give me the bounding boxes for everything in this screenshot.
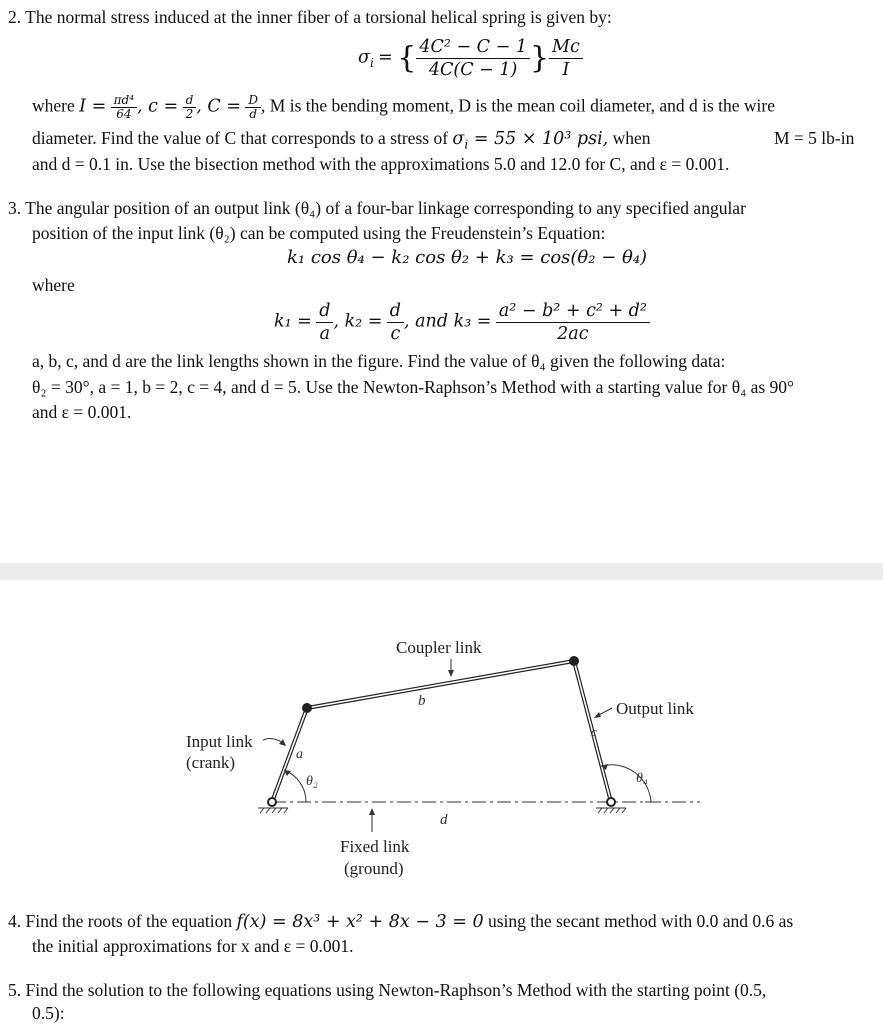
k3-fraction <box>496 300 650 345</box>
left-ground-hatch <box>258 808 288 813</box>
when-word: when <box>612 128 651 148</box>
problem-4-intro: 4. Find the roots of the equation <box>8 911 233 931</box>
freudenstein-equation: k₁ cos θ₄ − k₂ cos θ₂ + k₃ = cos(θ₂ − θ₄) <box>287 247 648 268</box>
sigma-symbol: σ <box>358 47 370 68</box>
a-label: a <box>296 747 303 762</box>
problem-3-line-4: θ₂ = 30°, a = 1, b = 2, c = 4, and d = 5. Use the Newton-Raphson’s Method with a starting value for θ₄ as 90° <box>32 377 795 397</box>
problem-4-method: using the secant method with 0.0 and 0.6 as <box>487 911 794 931</box>
where-label: where <box>32 275 75 295</box>
problem-5-line-2: 0.5): <box>32 1003 65 1023</box>
i-fraction <box>111 94 137 121</box>
joint-bc <box>569 656 579 666</box>
stress-fraction <box>416 36 530 81</box>
i-denominator: I <box>562 60 570 80</box>
big-c-fraction <box>245 94 261 121</box>
c-fraction <box>183 94 197 121</box>
c-den: 2 <box>185 107 194 121</box>
stress-denominator: 4C(C − 1) <box>428 60 518 80</box>
k2-den: c <box>390 324 401 344</box>
problem-5-statement: 5. Find the solution to the following equations using Newton-Raphson’s Method with the starting point (0.5, <box>8 980 767 1000</box>
input-link-label: Input link <box>186 732 253 751</box>
i-definition: I = <box>79 96 107 117</box>
c-num: d <box>183 94 197 108</box>
definitions-rest: , M is the bending moment, D is the mean coil diameter, and d is the wire <box>261 95 775 116</box>
section-divider <box>0 563 883 580</box>
problem-2-line-3 <box>32 127 651 156</box>
k1-label: k₁ = <box>274 311 312 332</box>
k2-fraction <box>387 300 404 345</box>
b-label: b <box>418 693 426 709</box>
k3-den: 2ac <box>557 324 589 344</box>
fixed-link-label: Fixed link <box>340 837 410 856</box>
c-definition: , c = <box>137 96 179 117</box>
i-num: πd⁴ <box>111 94 137 108</box>
pivot-right <box>607 798 615 806</box>
where-word: where <box>32 95 75 116</box>
k-definitions <box>274 300 650 345</box>
stress-sigma: σ <box>452 129 465 149</box>
i-den: 64 <box>116 107 132 121</box>
stress-numerator: 4C² − C − 1 <box>416 36 530 59</box>
big-c-num: D <box>245 94 261 108</box>
problem-3-line-2: position of the input link (θ₂) can be computed using the Freudenstein’s Equation: <box>32 223 606 243</box>
k3-num: a² − b² + c² + d² <box>496 300 650 323</box>
output-link-label: Output link <box>616 699 694 718</box>
problem-4-equation: f(x) = 8x³ + x² + 8x − 3 = 0 <box>236 912 484 932</box>
theta4-label: θ₄ <box>636 771 648 786</box>
definitions-line <box>32 94 775 121</box>
mc-numerator: Mc <box>549 36 583 59</box>
c-label: c <box>591 724 597 739</box>
k1-fraction <box>316 300 333 345</box>
sigma-subscript: i <box>369 56 374 71</box>
k2-label: , k₂ = <box>333 311 383 332</box>
stress-value: = 55 × 10³ psi, <box>468 129 609 149</box>
problem-4-line-2: the initial approximations for x and ε = 0.001. <box>32 936 354 956</box>
input-pointer <box>263 739 283 743</box>
problem-3-statement: 3. The angular position of an output link (θ₄) of a four-bar linkage corresponding to any specified angular <box>8 198 746 218</box>
problem-2-statement: 2. The normal stress induced at the inner fiber of a torsional helical spring is given by: <box>8 7 612 27</box>
stress-sigma-sub: i <box>464 137 469 152</box>
k1-num: d <box>316 300 333 323</box>
big-c-definition: , C = <box>196 96 242 117</box>
crank-label: (crank) <box>186 753 236 772</box>
problem-4-statement <box>8 910 793 933</box>
four-bar-linkage-figure <box>0 580 883 900</box>
big-c-den: d <box>249 107 258 121</box>
stress-intro: diameter. Find the value of C that corresponds to a stress of <box>32 128 449 148</box>
moment-value: M = 5 lb-in <box>774 128 855 148</box>
k1-den: a <box>319 324 331 344</box>
right-ground-hatch <box>596 808 626 813</box>
problem-3-line-3: a, b, c, and d are the link lengths shown in the figure. Find the value of θ₄ given the following data: <box>32 351 726 371</box>
problem-2-line-4: and d = 0.1 in. Use the bisection method with the approximations 5.0 and 12.0 for C, and ε = 0.001. <box>32 154 730 174</box>
problem-3-line-5: and ε = 0.001. <box>32 402 132 422</box>
ground-label: (ground) <box>344 859 404 878</box>
pivot-left <box>268 798 276 806</box>
k3-label: , and k₃ = <box>404 311 492 332</box>
d-label: d <box>440 812 448 828</box>
mc-over-i <box>549 36 583 81</box>
equals-sign: = <box>378 47 393 68</box>
coupler-link-label: Coupler link <box>396 638 482 657</box>
stress-equation: $\sigma_i$ = { $\frac{\text{4C² − C − 1}}{4C(C - 1)}$ } $\frac{Mc}{I}$ <box>358 36 583 81</box>
k2-num: d <box>387 300 404 323</box>
theta2-label: θ₂ <box>306 774 318 789</box>
joint-ab <box>302 703 312 713</box>
